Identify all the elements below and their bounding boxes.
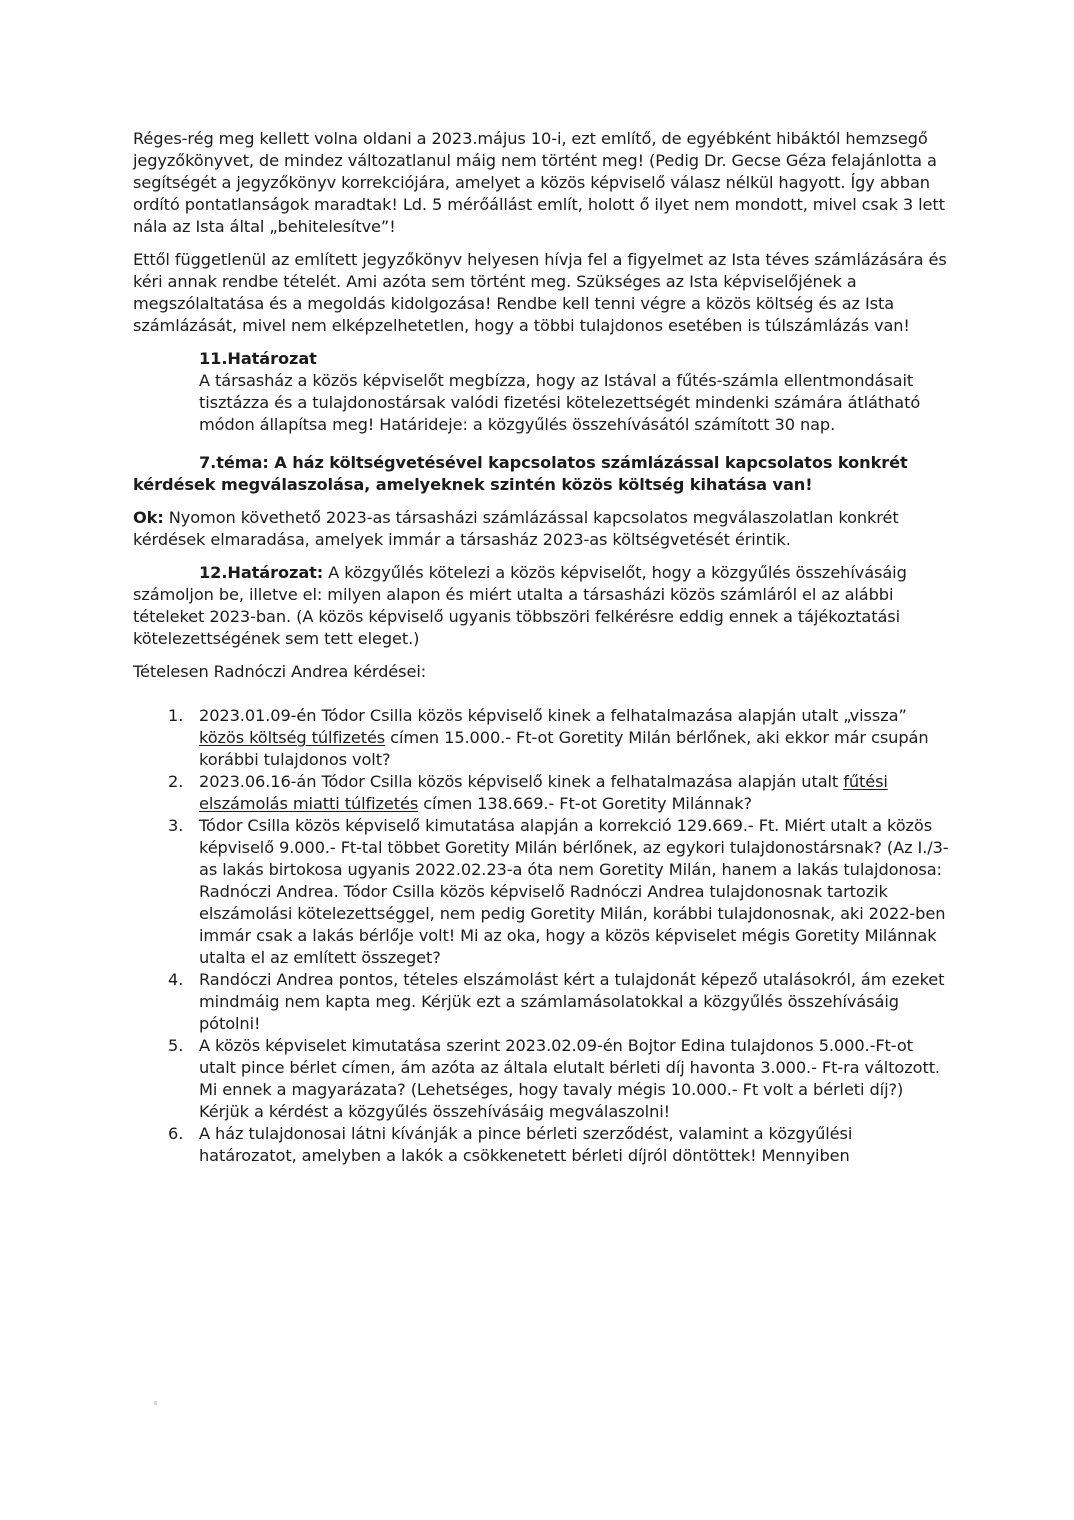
resolution-11-text: A társasház a közös képviselőt megbízza, hogy az Istával a fűtés-számla ellentmondásait tisztázza és a tulajdonostársak valódi fizetési kötelezettségét mindenki számára átlátható módon állapítsa meg! Határideje: a közgyűlés összehívásától számított 30 nap. bbox=[199, 371, 921, 434]
question-underlined-text: fűtési elszámolás miatti túlfizetés bbox=[199, 772, 888, 813]
question-text: A ház tulajdonosai látni kívánják a pince bérleti szerződést, valamint a közgyűlési határozatot, amelyben a lakók a csökkenetett bérleti díjról döntöttek! Mennyiben bbox=[199, 1124, 853, 1165]
question-number: 3. bbox=[168, 816, 184, 835]
question-number: 5. bbox=[168, 1036, 184, 1055]
question-item bbox=[133, 815, 953, 969]
question-number: 1. bbox=[168, 706, 184, 725]
resolution-11 bbox=[199, 348, 953, 436]
resolution-12-heading: 12.Határozat: bbox=[199, 563, 324, 582]
question-text: 2023.06.16-án Tódor Csilla közös képviselő kinek a felhatalmazása alapján utalt bbox=[199, 772, 844, 791]
reason-paragraph bbox=[133, 507, 953, 551]
question-text: A közös képviselet kimutatása szerint 2023.02.09-én Bojtor Edina tulajdonos 5.000.-Ft-ot utalt pince bérlet címen, ám azóta az általa elutalt bérleti díj havonta 3.000.- Ft-ra változott. Mi ennek a magyarázata? (Lehetséges, hogy tavaly mégis 10.000.- Ft volt a bérleti díj?) Kérjük a kérdést a közgyűlés összehívásáig megválaszolni! bbox=[199, 1036, 940, 1121]
question-text: 2023.01.09-én Tódor Csilla közös képviselő kinek a felhatalmazása alapján utalt „vissza” bbox=[199, 706, 907, 725]
question-number: 4. bbox=[168, 970, 184, 989]
question-underlined-text: közös költség túlfizetés bbox=[199, 728, 386, 747]
question-item bbox=[133, 1123, 953, 1167]
second-paragraph: Ettől függetlenül az említett jegyzőkönyv helyesen hívja fel a figyelmet az Ista téves számlázására és kéri annak rendbe tételét. Ami azóta sem történt meg. Szükséges az Ista képviselőjének a megszólaltatása és a megoldás kidolgozása! Rendbe kell tenni végre a közös költség és az Ista számlázását, mivel nem elképzelhetetlen, hogy a többi tulajdonos esetében is túlszámlázás van! bbox=[133, 250, 947, 335]
question-number: 6. bbox=[168, 1124, 184, 1143]
question-text-tail: címen 15.000.- Ft-ot Goretity Milán bérlőnek, aki ekkor már csupán korábbi tulajdonos volt? bbox=[199, 728, 929, 769]
question-item bbox=[133, 705, 953, 771]
resolution-12-text: A közgyűlés kötelezi a közös képviselőt, hogy a közgyűlés összehívásáig számoljon be, illetve el: milyen alapon és miért utalta a társasházi közös számláról el az alábbi tételeket 2023-ban. (A közös képviselő ugyanis többszöri felkérésre eddig ennek a tájékoztatási kötelezettségének sem tett eleget.) bbox=[133, 563, 907, 648]
question-text-tail: címen 138.669.- Ft-ot Goretity Milánnak? bbox=[418, 794, 752, 813]
resolution-11-heading: 11.Határozat bbox=[199, 349, 317, 368]
reason-text: Nyomon követhető 2023-as társasházi számlázással kapcsolatos megválaszolatlan konkrét kérdések elmaradása, amelyek immár a társasház 2023-as költségvetését érintik. bbox=[133, 508, 899, 549]
reason-label: Ok: bbox=[133, 508, 164, 527]
intro-paragraph: Réges-rég meg kellett volna oldani a 2023.május 10-i, ezt említő, de egyébként hibáktól hemzsegő jegyzőkönyvet, de mindez változatlanul máig nem történt meg! (Pedig Dr. Gecse Géza felajánlotta a segítségét a jegyzőkönyv korrekciójára, amelyet a közös képviselő válasz nélkül hagyott. Így abban ordító pontatlanságok maradtak! Ld. 5 mérőállást említ, holott ő ilyet nem mondott, mivel csak 3 lett nála az Ista által „behitelesítve”! bbox=[133, 129, 945, 236]
question-text: Randóczi Andrea pontos, tételes elszámolást kért a tulajdonát képező utalásokról, ám ezeket mindmáig nem kapta meg. Kérjük ezt a számlamásolatokkal a közgyűlés összehívásáig pótolni! bbox=[199, 970, 945, 1033]
questions-list bbox=[133, 705, 953, 1167]
question-number: 2. bbox=[168, 772, 184, 791]
questions-intro: Tételesen Radnóczi Andrea kérdései: bbox=[133, 662, 427, 681]
question-item bbox=[133, 969, 953, 1035]
question-text: Tódor Csilla közös képviselő kimutatása alapján a korrekció 129.669.- Ft. Miért utalt a közös képviselő 9.000.- Ft-tal többet Goretity Milán bérlőnek, az egykori tulajdonostársnak? (Az I./3-as lakás birtokosa ugyanis 2022.02.23-a óta nem Goretity Milán, hanem a lakás tulajdonosa: Radnóczi Andrea. Tódor Csilla közös képviselő Radnóczi Andrea tulajdonosnak tartozik elszámolási kötelezettséggel, nem pedig Goretity Milán, korábbi tulajdonosnak, aki 2022-ben immár csak a lakás bérlője volt! Mi az oka, hogy a közös képviselet mégis Goretity Milánnak utalta el az említett összeget? bbox=[199, 816, 949, 967]
scan-artifact bbox=[154, 1401, 157, 1405]
resolution-12 bbox=[133, 562, 953, 650]
question-item bbox=[133, 771, 953, 815]
document-page bbox=[133, 128, 953, 1167]
question-item bbox=[133, 1035, 953, 1123]
topic-7-heading: 7.téma: A ház költségvetésével kapcsolatos számlázással kapcsolatos konkrét kérdések megválaszolása, amelyeknek szintén közös költség kihatása van! bbox=[133, 453, 908, 494]
